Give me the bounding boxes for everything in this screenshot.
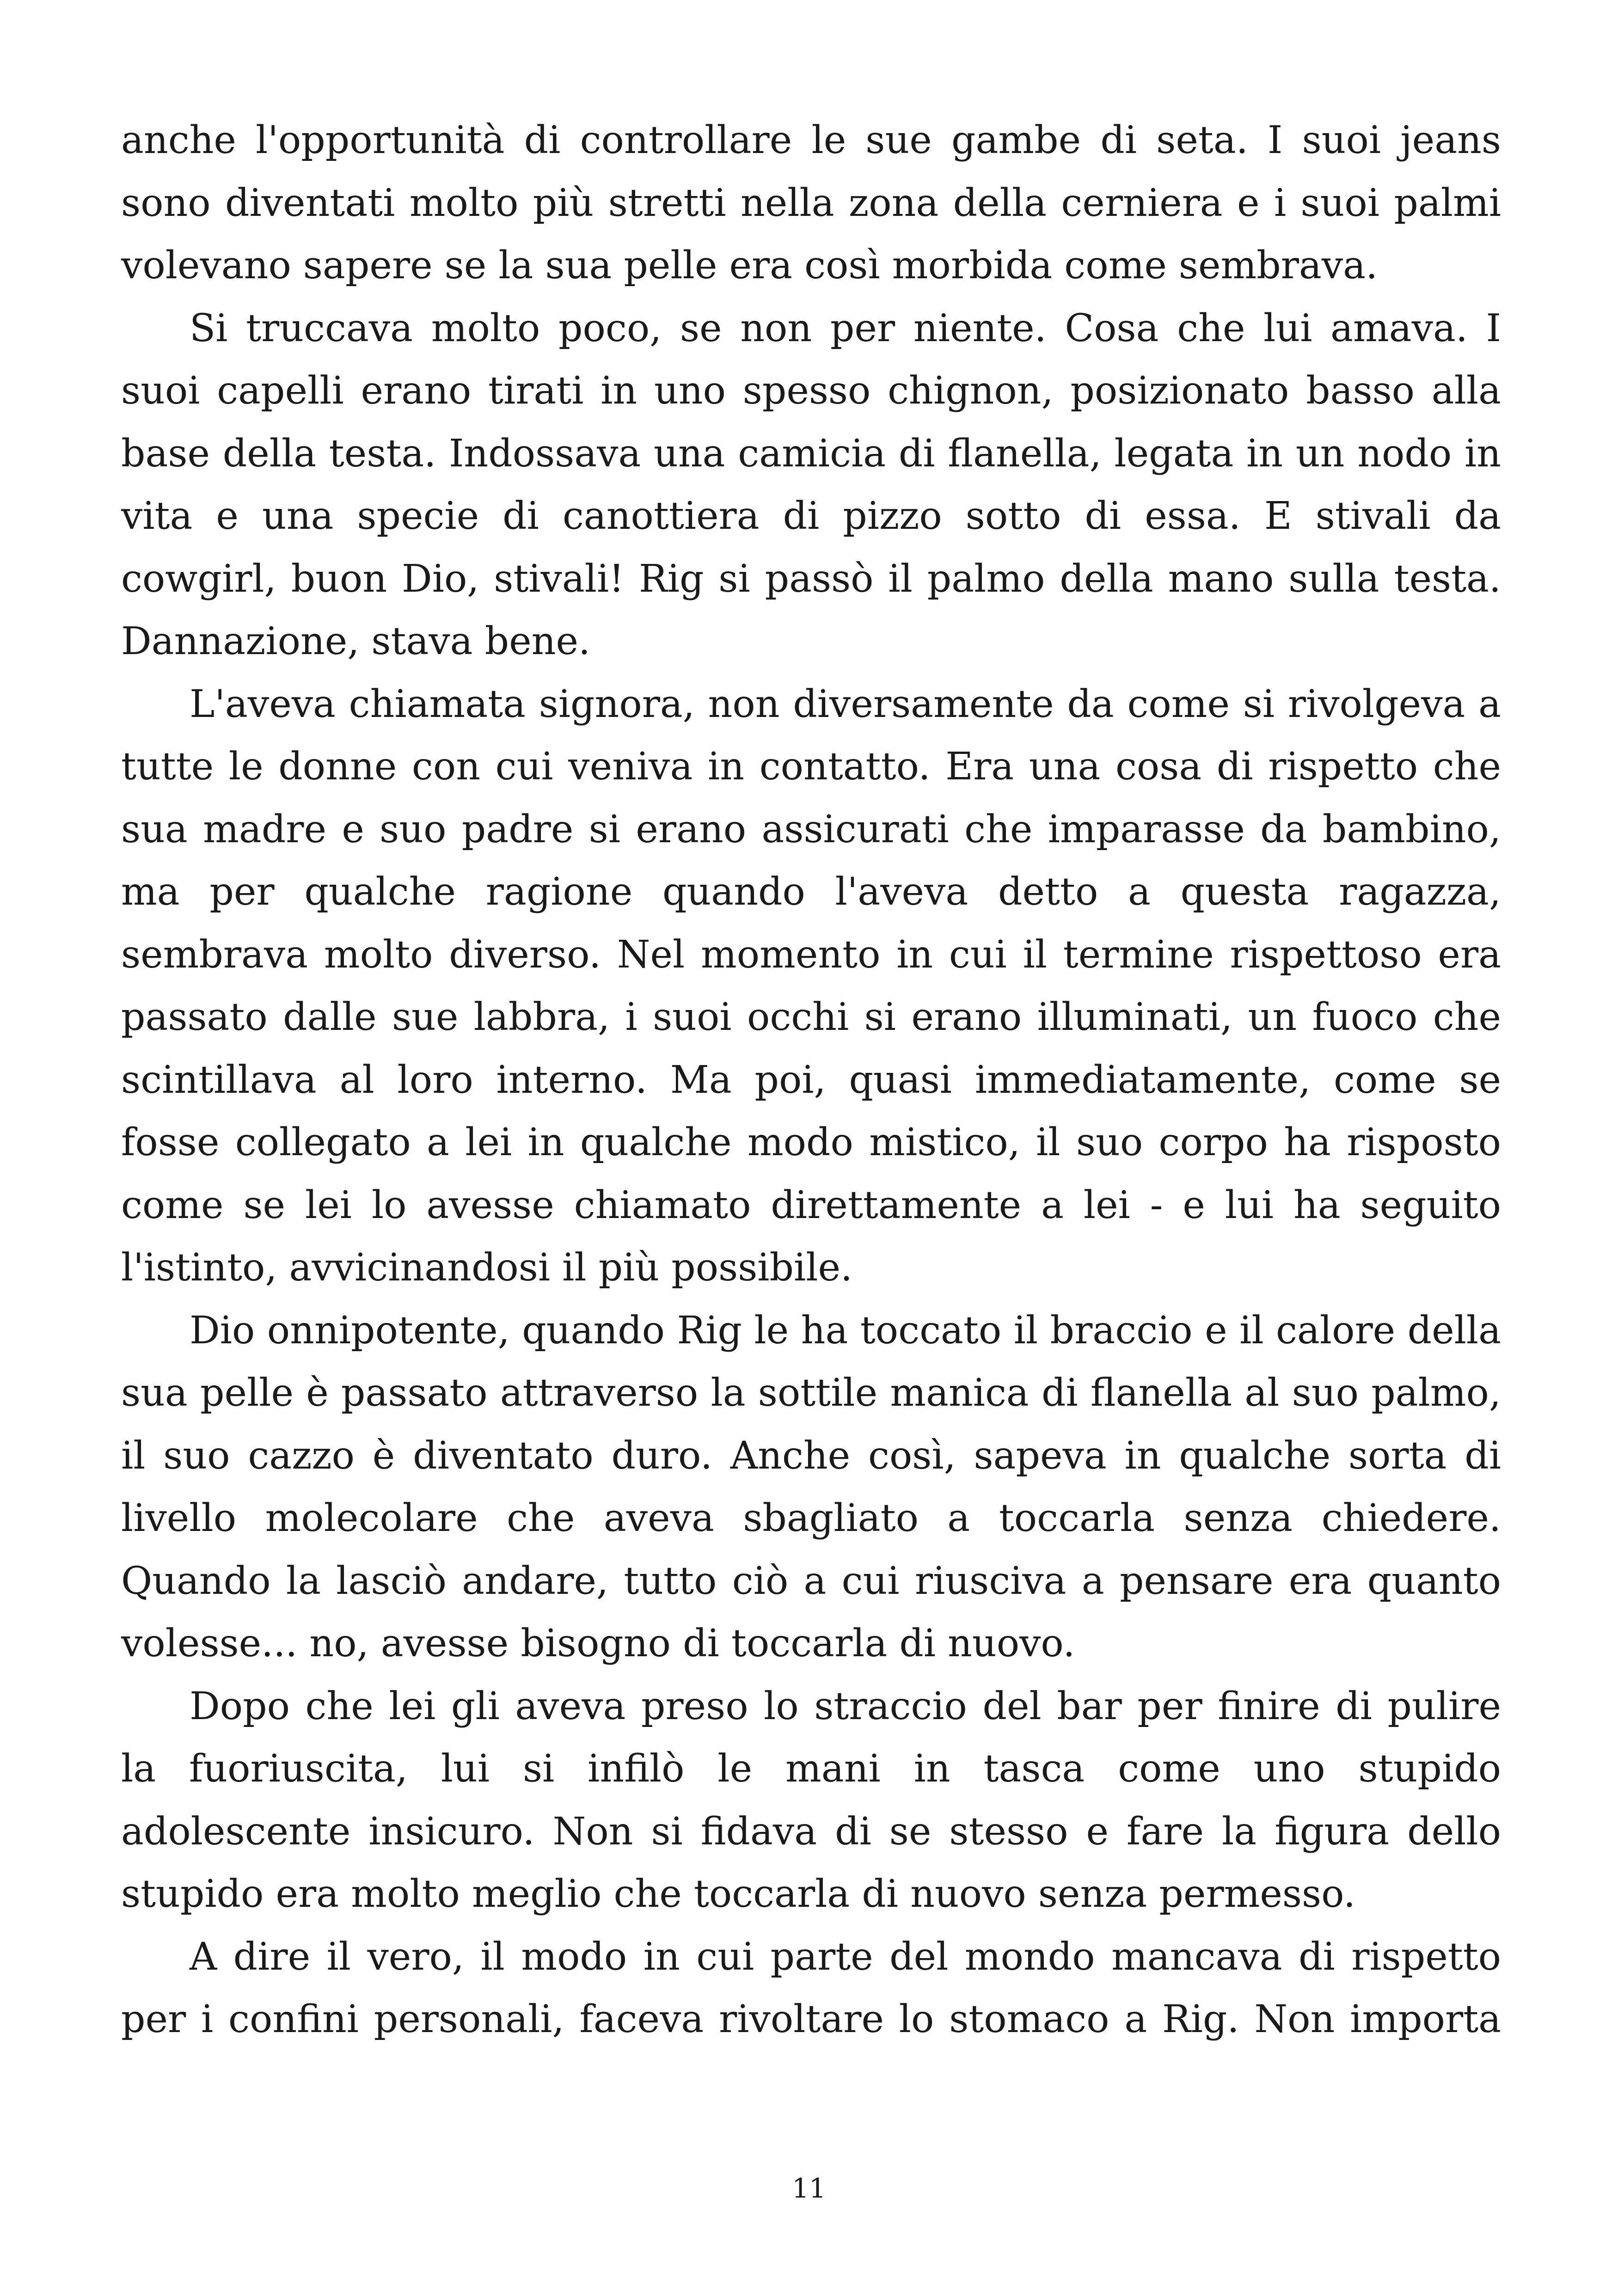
page-number: 11 <box>792 2173 826 2204</box>
body-text <box>121 109 1501 2051</box>
paragraph: Dio onnipotente, quando Rig le ha toccato il braccio e il calore della sua pelle è passato attraverso la sottile manica di flanella al suo palmo, il suo cazzo è diventato duro. Anche così, sapeva in qualche sorta di livello molecolare che aveva sbagliato a toccarla senza chiedere. Quando la lasciò andare, tutto ciò a cui riusciva a pensare era quanto volesse... no, avesse bisogno di toccarla di nuovo. <box>121 1308 1501 1665</box>
paragraph: anche l'opportunità di controllare le sue gambe di seta. I suoi jeans sono diventati molto più stretti nella zona della cerniera e i suoi palmi volevano sapere se la sua pelle era così morbida come sembrava. <box>121 118 1501 288</box>
paragraph: Si truccava molto poco, se non per niente. Cosa che lui amava. I suoi capelli erano tirati in uno spesso chignon, posizionato basso alla base della testa. Indossava una camicia di flanella, legata in un nodo in vita e una specie di canottiera di pizzo sotto di essa. E stivali da cowgirl, buon Dio, stivali! Rig si passò il palmo della mano sulla testa. Dannazione, stava bene. <box>121 306 1501 663</box>
paragraph: Dopo che lei gli aveva preso lo straccio del bar per finire di pulire la fuoriuscita, lui si infilò le mani in tasca come uno stupido adolescente insicuro. Non si fidava di se stesso e fare la figura dello stupido era molto meglio che toccarla di nuovo senza permesso. <box>121 1684 1501 1916</box>
paragraph: A dire il vero, il modo in cui parte del mondo mancava di rispetto per i confini personali, faceva rivoltare lo stomaco a Rig. Non importa <box>121 1935 1501 2041</box>
paragraph: L'aveva chiamata signora, non diversamente da come si rivolgeva a tutte le donne con cui veniva in contatto. Era una cosa di rispetto che sua madre e suo padre si erano assicurati che imparasse da bambino, ma per qualche ragione quando l'aveva detto a questa ragazza, sembrava molto diverso. Nel momento in cui il termine rispettoso era passato dalle sue labbra, i suoi occhi si erano illuminati, un fuoco che scintillava al loro interno. Ma poi, quasi immediatamente, come se fosse collegato a lei in qualche modo mistico, il suo corpo ha risposto come se lei lo avesse chiamato direttamente a lei - e lui ha seguito l'istinto, avvicinandosi il più possibile. <box>121 682 1501 1290</box>
